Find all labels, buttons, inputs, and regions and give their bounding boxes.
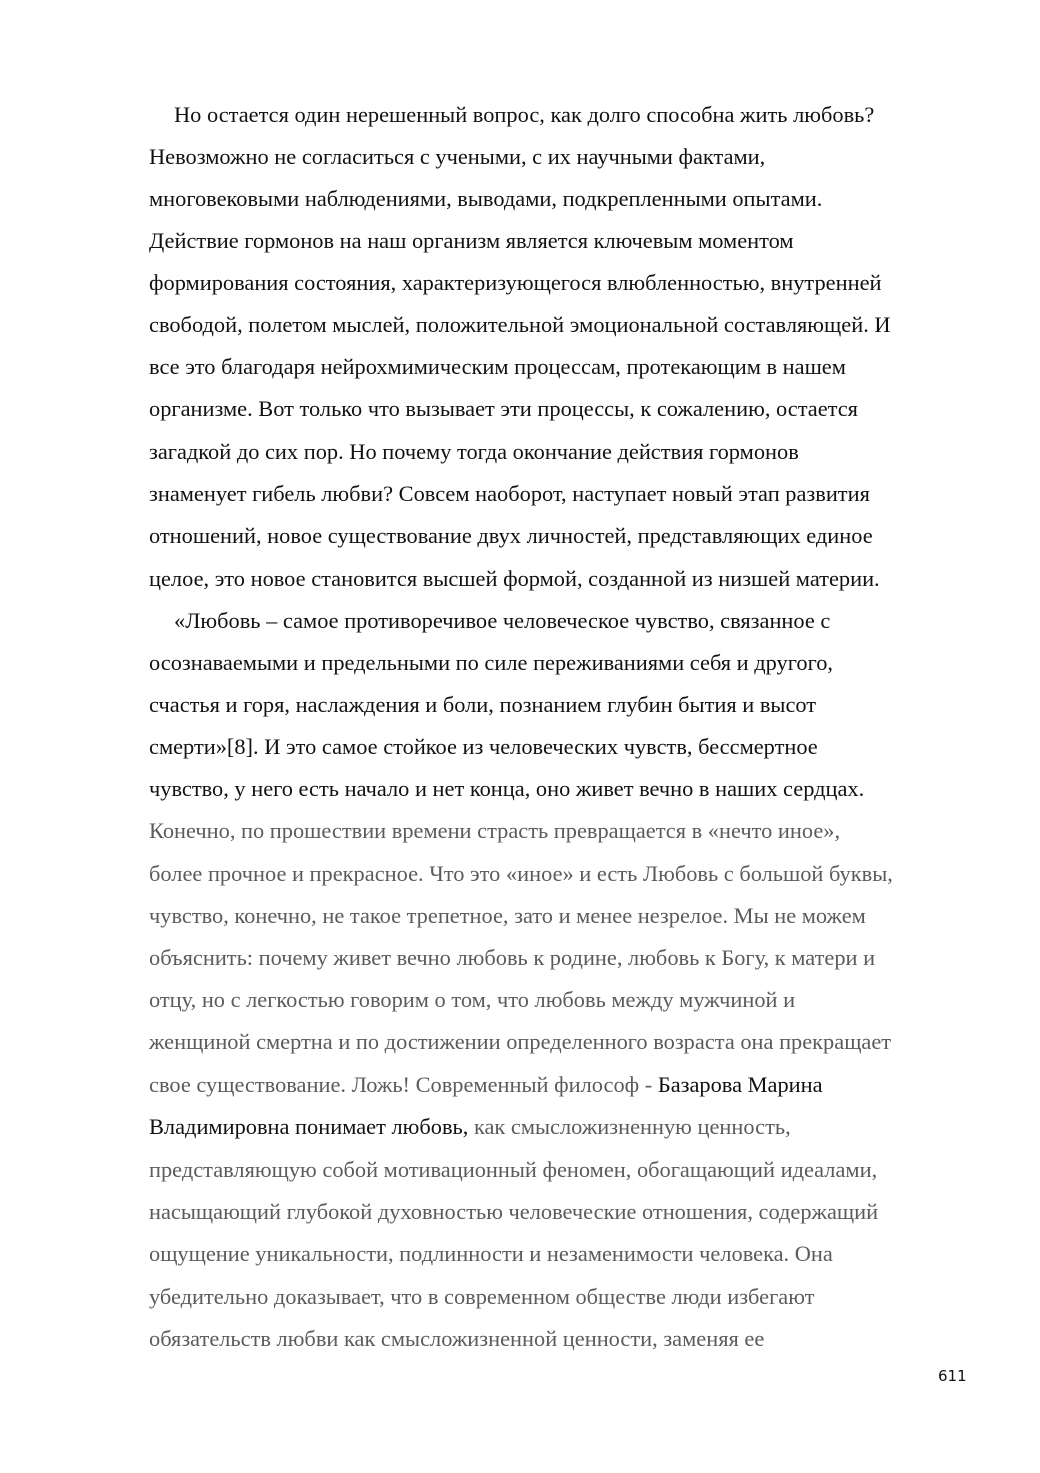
- paragraph-3-line-5: отцу, но с легкостью говорим о том, что любовь между мужчиной и: [149, 987, 796, 1012]
- paragraph-1-line-7: все это благодаря нейрохмимическим процессам, протекающим в нашем: [149, 354, 846, 379]
- paragraph-3-line-9: представляющую собой мотивационный феномен, обогащающий идеалами,: [149, 1157, 878, 1182]
- paragraph-1-line-11: отношений, новое существование двух личностей, представляющих единое: [149, 523, 873, 548]
- paragraph-2-line-1: «Любовь – самое противоречивое человеческое чувство, связанное с: [174, 608, 831, 633]
- paragraph-3-line-1: Конечно, по прошествии времени страсть превращается в «нечто иное»,: [149, 818, 841, 843]
- paragraph-3-line-4: объяснить: почему живет вечно любовь к родине, любовь к Богу, к матери и: [149, 945, 876, 970]
- page-number: 611: [938, 1367, 967, 1385]
- paragraph-1-line-8: организме. Вот только что вызывает эти процессы, к сожалению, остается: [149, 396, 858, 421]
- paragraph-3-line-7-gray-segment: свое существование. Ложь! Современный философ -: [149, 1072, 658, 1097]
- paragraph-3-line-8: [149, 1112, 791, 1142]
- paragraph-3-line-12: убедительно доказывает, что в современном обществе люди избегают: [149, 1284, 815, 1309]
- paragraph-3-line-13: обязательств любви как смысложизненной ценности, заменяя ее: [149, 1326, 765, 1351]
- paragraph-1-line-12: целое, это новое становится высшей формой, созданной из низшей материи.: [149, 566, 880, 591]
- paragraph-2-line-2: осознаваемыми и предельными по силе переживаниями себя и другого,: [149, 650, 833, 675]
- paragraph-1-line-5: формирования состояния, характеризующегося влюбленностью, внутренней: [149, 270, 882, 295]
- paragraph-1-line-1: Но остается один нерешенный вопрос, как долго способна жить любовь?: [174, 102, 875, 127]
- paragraph-3-line-7: [149, 1070, 823, 1100]
- paragraph-1-line-6: свободой, полетом мыслей, положительной эмоциональной составляющей. И: [149, 312, 891, 337]
- paragraph-3-line-6: женщиной смертна и по достижении определенного возраста она прекращает: [149, 1029, 892, 1054]
- paragraph-1-line-3: многовековыми наблюдениями, выводами, подкрепленными опытами.: [149, 186, 823, 211]
- paragraph-1-line-2: Невозможно не согласиться с учеными, с их научными фактами,: [149, 144, 766, 169]
- paragraph-3-line-8-author-name: Владимировна понимает любовь,: [149, 1114, 469, 1139]
- paragraph-2-line-4: смерти»[8]. И это самое стойкое из человеческих чувств, бессмертное: [149, 734, 818, 759]
- paragraph-1-line-10: знаменует гибель любви? Совсем наоборот, наступает новый этап развития: [149, 481, 870, 506]
- paragraph-3-line-2: более прочное и прекрасное. Что это «иное» и есть Любовь с большой буквы,: [149, 861, 893, 886]
- paragraph-2-line-3: счастья и горя, наслаждения и боли, познанием глубин бытия и высот: [149, 692, 817, 717]
- paragraph-3-line-11: ощущение уникальности, подлинности и незаменимости человека. Она: [149, 1241, 833, 1266]
- paragraph-2-line-5: чувство, у него есть начало и нет конца, оно живет вечно в наших сердцах.: [149, 776, 865, 801]
- paragraph-3-line-10: насыщающий глубокой духовностью человеческие отношения, содержащий: [149, 1199, 879, 1224]
- paragraph-3-line-8-gray-segment: как смысложизненную ценность,: [468, 1114, 791, 1139]
- paragraph-1-line-9: загадкой до сих пор. Но почему тогда окончание действия гормонов: [149, 439, 799, 464]
- paragraph-3-line-7-author-name: Базарова Марина: [657, 1072, 823, 1097]
- paragraph-3-line-3: чувство, конечно, не такое трепетное, зато и менее незрелое. Мы не можем: [149, 903, 866, 928]
- paragraph-1-line-4: Действие гормонов на наш организм является ключевым моментом: [149, 228, 794, 253]
